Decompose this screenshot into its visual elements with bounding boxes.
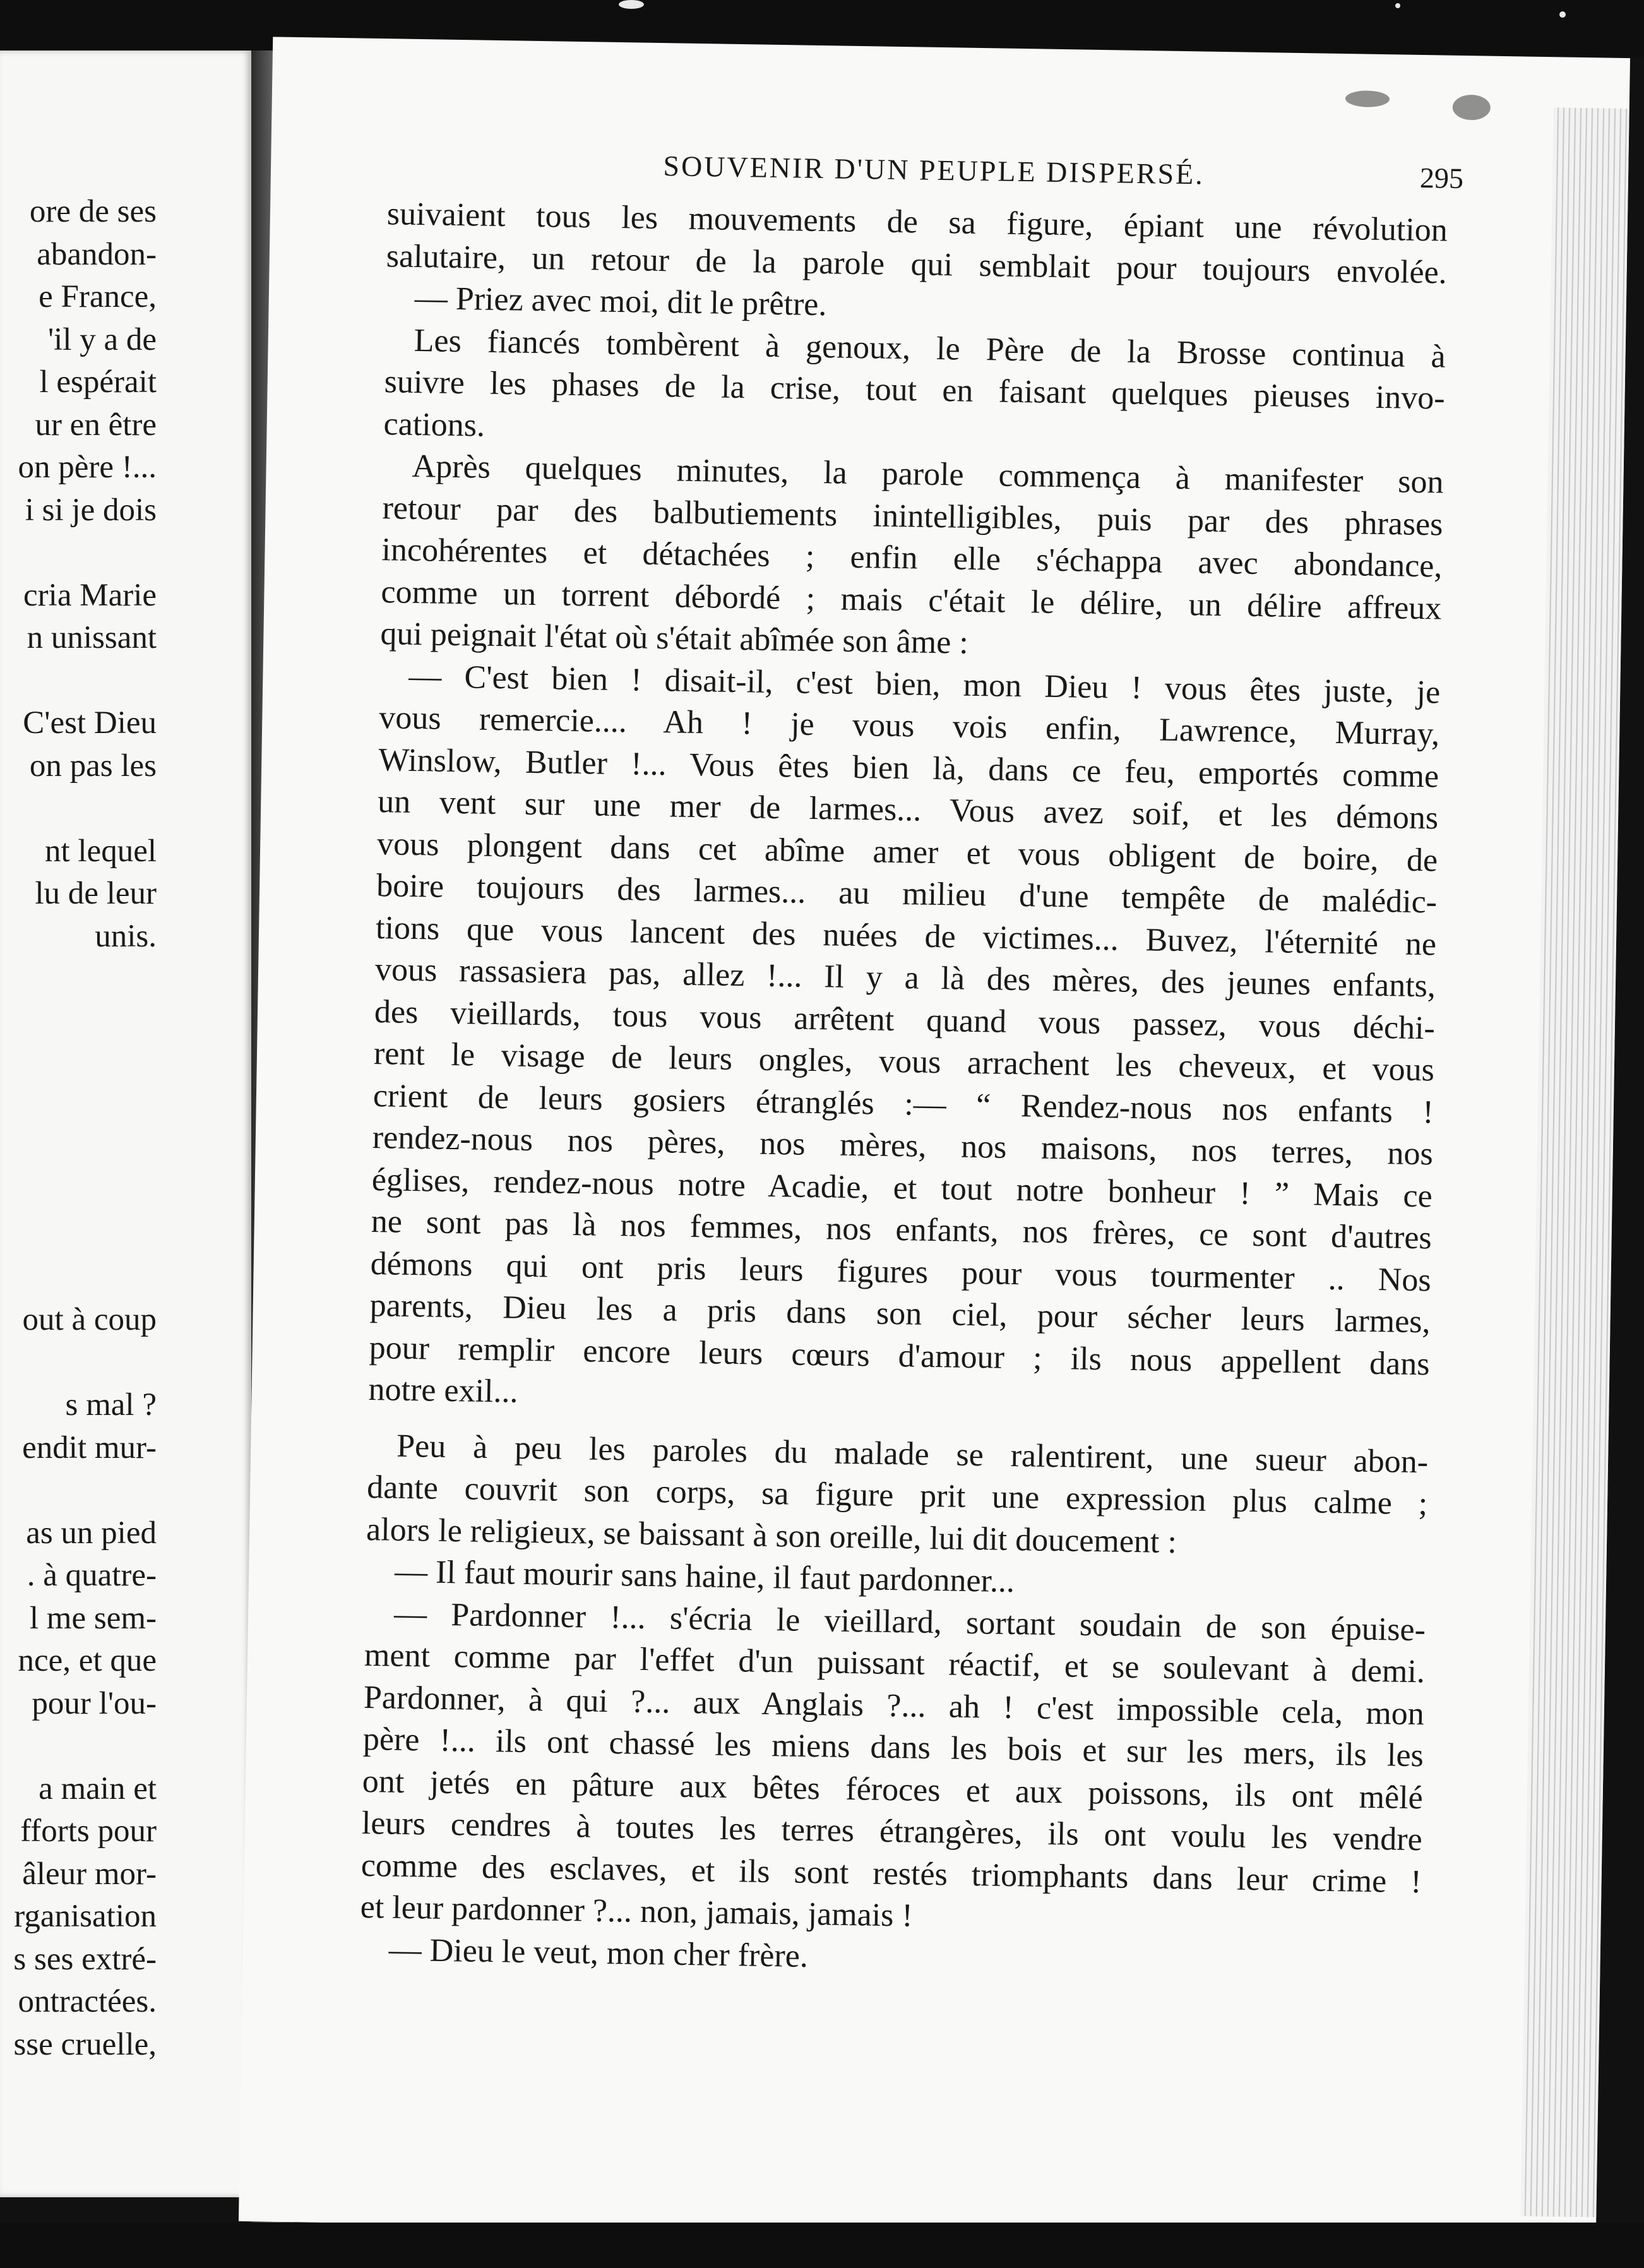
left-page-line: C'est Dieu	[23, 705, 157, 741]
left-page-line	[0, 1469, 157, 1512]
left-page-line: ore de ses	[29, 194, 157, 229]
text-line: ne sont pas là nos femmes, nos enfants, nos frères, ce sont d'autres	[371, 1203, 1433, 1256]
text-line: incohérentes et détachées ; enfin elle s'échappa avec abondance,	[381, 532, 1443, 585]
page-stain	[1452, 95, 1491, 121]
text-line: Pardonner, à qui ?... aux Anglais ?... ah ! c'est impossible cela, mon	[363, 1679, 1425, 1732]
text-line: parents, Dieu les a pris dans son ciel, pour sécher leurs larmes,	[369, 1287, 1431, 1340]
left-page-line: nce, et que	[18, 1643, 157, 1678]
left-page-line	[0, 660, 157, 703]
left-page-line: l espérait	[39, 364, 157, 400]
text-line: suivre les phases de la crise, tout en faisant quelques pieuses invo-	[384, 364, 1445, 417]
left-page-line: unis.	[95, 918, 157, 954]
text-line: pour remplir encore leurs cœurs d'amour ; ils nous appellent dans	[369, 1329, 1430, 1382]
text-line: démons qui ont pris leurs figures pour vous tourmenter .. Nos	[370, 1245, 1432, 1298]
text-line: tions que vous lancent des nuées de victimes... Buvez, l'éternité ne	[375, 909, 1437, 962]
left-page-line: 'il y a de	[47, 321, 157, 357]
left-page-line	[0, 1256, 157, 1299]
left-page-line: on père !...	[18, 450, 157, 485]
left-page-line: i si je dois	[25, 492, 157, 528]
left-page-line: s ses extré-	[13, 1941, 157, 1977]
text-line: et leur pardonner ?... non, jamais, jamais !	[360, 1889, 914, 1934]
scan-speck	[1395, 3, 1400, 8]
text-line: — Dieu le veut, mon cher frère.	[388, 1931, 809, 1974]
scan-speck	[619, 0, 644, 9]
left-page-line	[0, 1043, 157, 1086]
text-line: notre exil...	[368, 1371, 518, 1410]
left-page-line: . à quatre-	[27, 1558, 157, 1593]
left-page-line: l me sem-	[29, 1600, 157, 1636]
text-line: salutaire, un retour de la parole qui semblait pour toujours envolée.	[386, 237, 1448, 291]
text-line: vous plongent dans cet abîme amer et vous obligent de boire, de	[376, 825, 1438, 878]
body-text	[359, 193, 1448, 1987]
text-line: Peu à peu les paroles du malade se ralentirent, une sueur abon-	[396, 1428, 1429, 1480]
text-line: alors le religieux, se baissant à son oreille, lui dit doucement :	[366, 1511, 1177, 1560]
left-page-line: fforts pour	[20, 1813, 157, 1849]
left-page-line: on pas les	[29, 748, 157, 784]
text-line: crient de leurs gosiers étranglés :— “ Rendez-nous nos enfants !	[372, 1077, 1434, 1130]
text-line: cations.	[383, 405, 485, 444]
left-page-line: endit mur-	[22, 1429, 157, 1465]
left-page-line: pour l'ou-	[32, 1685, 157, 1721]
left-page-line: cria Marie	[23, 577, 157, 613]
left-facing-page	[0, 51, 251, 2197]
text-line: — Priez avec moi, dit le prêtre.	[414, 280, 827, 323]
left-page-line: rganisation	[14, 1899, 157, 1934]
text-line: rendez-nous nos pères, nos mères, nos maisons, nos terres, nos	[372, 1119, 1434, 1173]
text-line: Les fiancés tombèrent à genoux, le Père de la Brosse continua à	[414, 322, 1446, 375]
text-line: églises, rendez-nous notre Acadie, et tout notre bonheur ! ” Mais ce	[371, 1161, 1433, 1214]
left-page-line: out à coup	[22, 1302, 157, 1337]
page-edges	[1520, 107, 1629, 2217]
page-stain	[1345, 90, 1390, 107]
text-line: — Pardonner !... s'écria le vieillard, sortant soudain de son épuise-	[393, 1596, 1426, 1648]
left-page-line: sse cruelle,	[13, 2026, 157, 2062]
text-line: suivaient tous les mouvements de sa figure, épiant une révolution	[386, 196, 1448, 249]
text-line: Après quelques minutes, la parole commença à manifester son	[412, 448, 1444, 501]
text-line: — C'est bien ! disait-il, c'est bien, mon Dieu ! vous êtes juste, je	[408, 658, 1441, 710]
main-page	[239, 37, 1630, 2242]
text-line: des vieillards, tous vous arrêtent quand vous passez, vous déchi-	[374, 993, 1436, 1046]
page-number: 295	[1419, 161, 1464, 194]
left-page-line: s mal ?	[65, 1387, 157, 1423]
text-line: ont jetés en pâture aux bêtes féroces et aux poissons, ils ont mêlé	[362, 1763, 1424, 1816]
left-page-line	[0, 958, 157, 1001]
text-line: retour par des balbutiements inintelligibles, puis par des phrases	[382, 489, 1443, 543]
left-page-line	[0, 1725, 157, 1768]
left-page-line: ontractées.	[18, 1984, 157, 2019]
text-line: comme des esclaves, et ils sont restés triomphants dans leur crime !	[360, 1847, 1422, 1900]
left-page-line: a main et	[39, 1770, 157, 1806]
text-line: Winslow, Butler !... Vous êtes bien là, dans ce feu, emportés comme	[378, 741, 1439, 794]
text-line: vous remercie.... Ah ! je vous vois enfin, Lawrence, Murray,	[378, 700, 1440, 753]
left-page-line	[0, 1171, 157, 1214]
left-page-line	[0, 787, 157, 830]
left-page-line	[0, 1001, 157, 1044]
left-page-line: âleur mor-	[22, 1856, 157, 1892]
left-page-line: lu de leur	[35, 876, 157, 911]
text-line: comme un torrent débordé ; mais c'était le délire, un délire affreux	[381, 573, 1442, 627]
text-line: père !... ils ont chassé les miens dans les bois et sur les mers, ils les	[362, 1721, 1424, 1774]
text-line: vous rassasiera pas, allez !... Il y a là des mères, des jeunes enfants,	[374, 952, 1436, 1005]
scan-bottom-border	[0, 2223, 1644, 2268]
left-page-line	[0, 1086, 157, 1129]
text-line: un vent sur une mer de larmes... Vous avez soif, et les démons	[377, 784, 1439, 837]
left-page-line: as un pied	[26, 1515, 157, 1551]
left-page-text	[0, 191, 157, 2066]
left-page-line: abandon-	[37, 236, 157, 272]
text-line: boire toujours des larmes... au milieu d'une tempête de malédic-	[376, 868, 1438, 921]
left-page-line: n unissant	[27, 620, 157, 655]
text-line: dante couvrit son corps, sa figure prit une expression plus calme ;	[366, 1469, 1428, 1522]
left-page-line	[0, 1128, 157, 1171]
text-line: qui peignait l'état où s'était abîmée son âme :	[380, 616, 969, 661]
left-page-line: ur en être	[35, 407, 157, 443]
left-page-line: e France,	[39, 279, 157, 314]
text-line: — Il faut mourir sans haine, il faut pardonner...	[394, 1553, 1015, 1600]
text-line: ment comme par l'effet d'un puissant réactif, et se soulevant à demi.	[364, 1637, 1426, 1690]
left-page-line: nt lequel	[44, 833, 157, 869]
left-page-line	[0, 1214, 157, 1256]
text-line: rent le visage de leurs ongles, vous arrachent les cheveux, et vous	[373, 1036, 1435, 1089]
text-line: leurs cendres à toutes les terres étrangères, ils ont voulu les vendre	[361, 1805, 1423, 1858]
scan-speck	[1559, 11, 1566, 18]
left-page-line	[0, 532, 157, 575]
left-page-line	[0, 1342, 157, 1385]
running-head: SOUVENIR D'UN PEUPLE DISPERSÉ.	[663, 150, 1205, 191]
